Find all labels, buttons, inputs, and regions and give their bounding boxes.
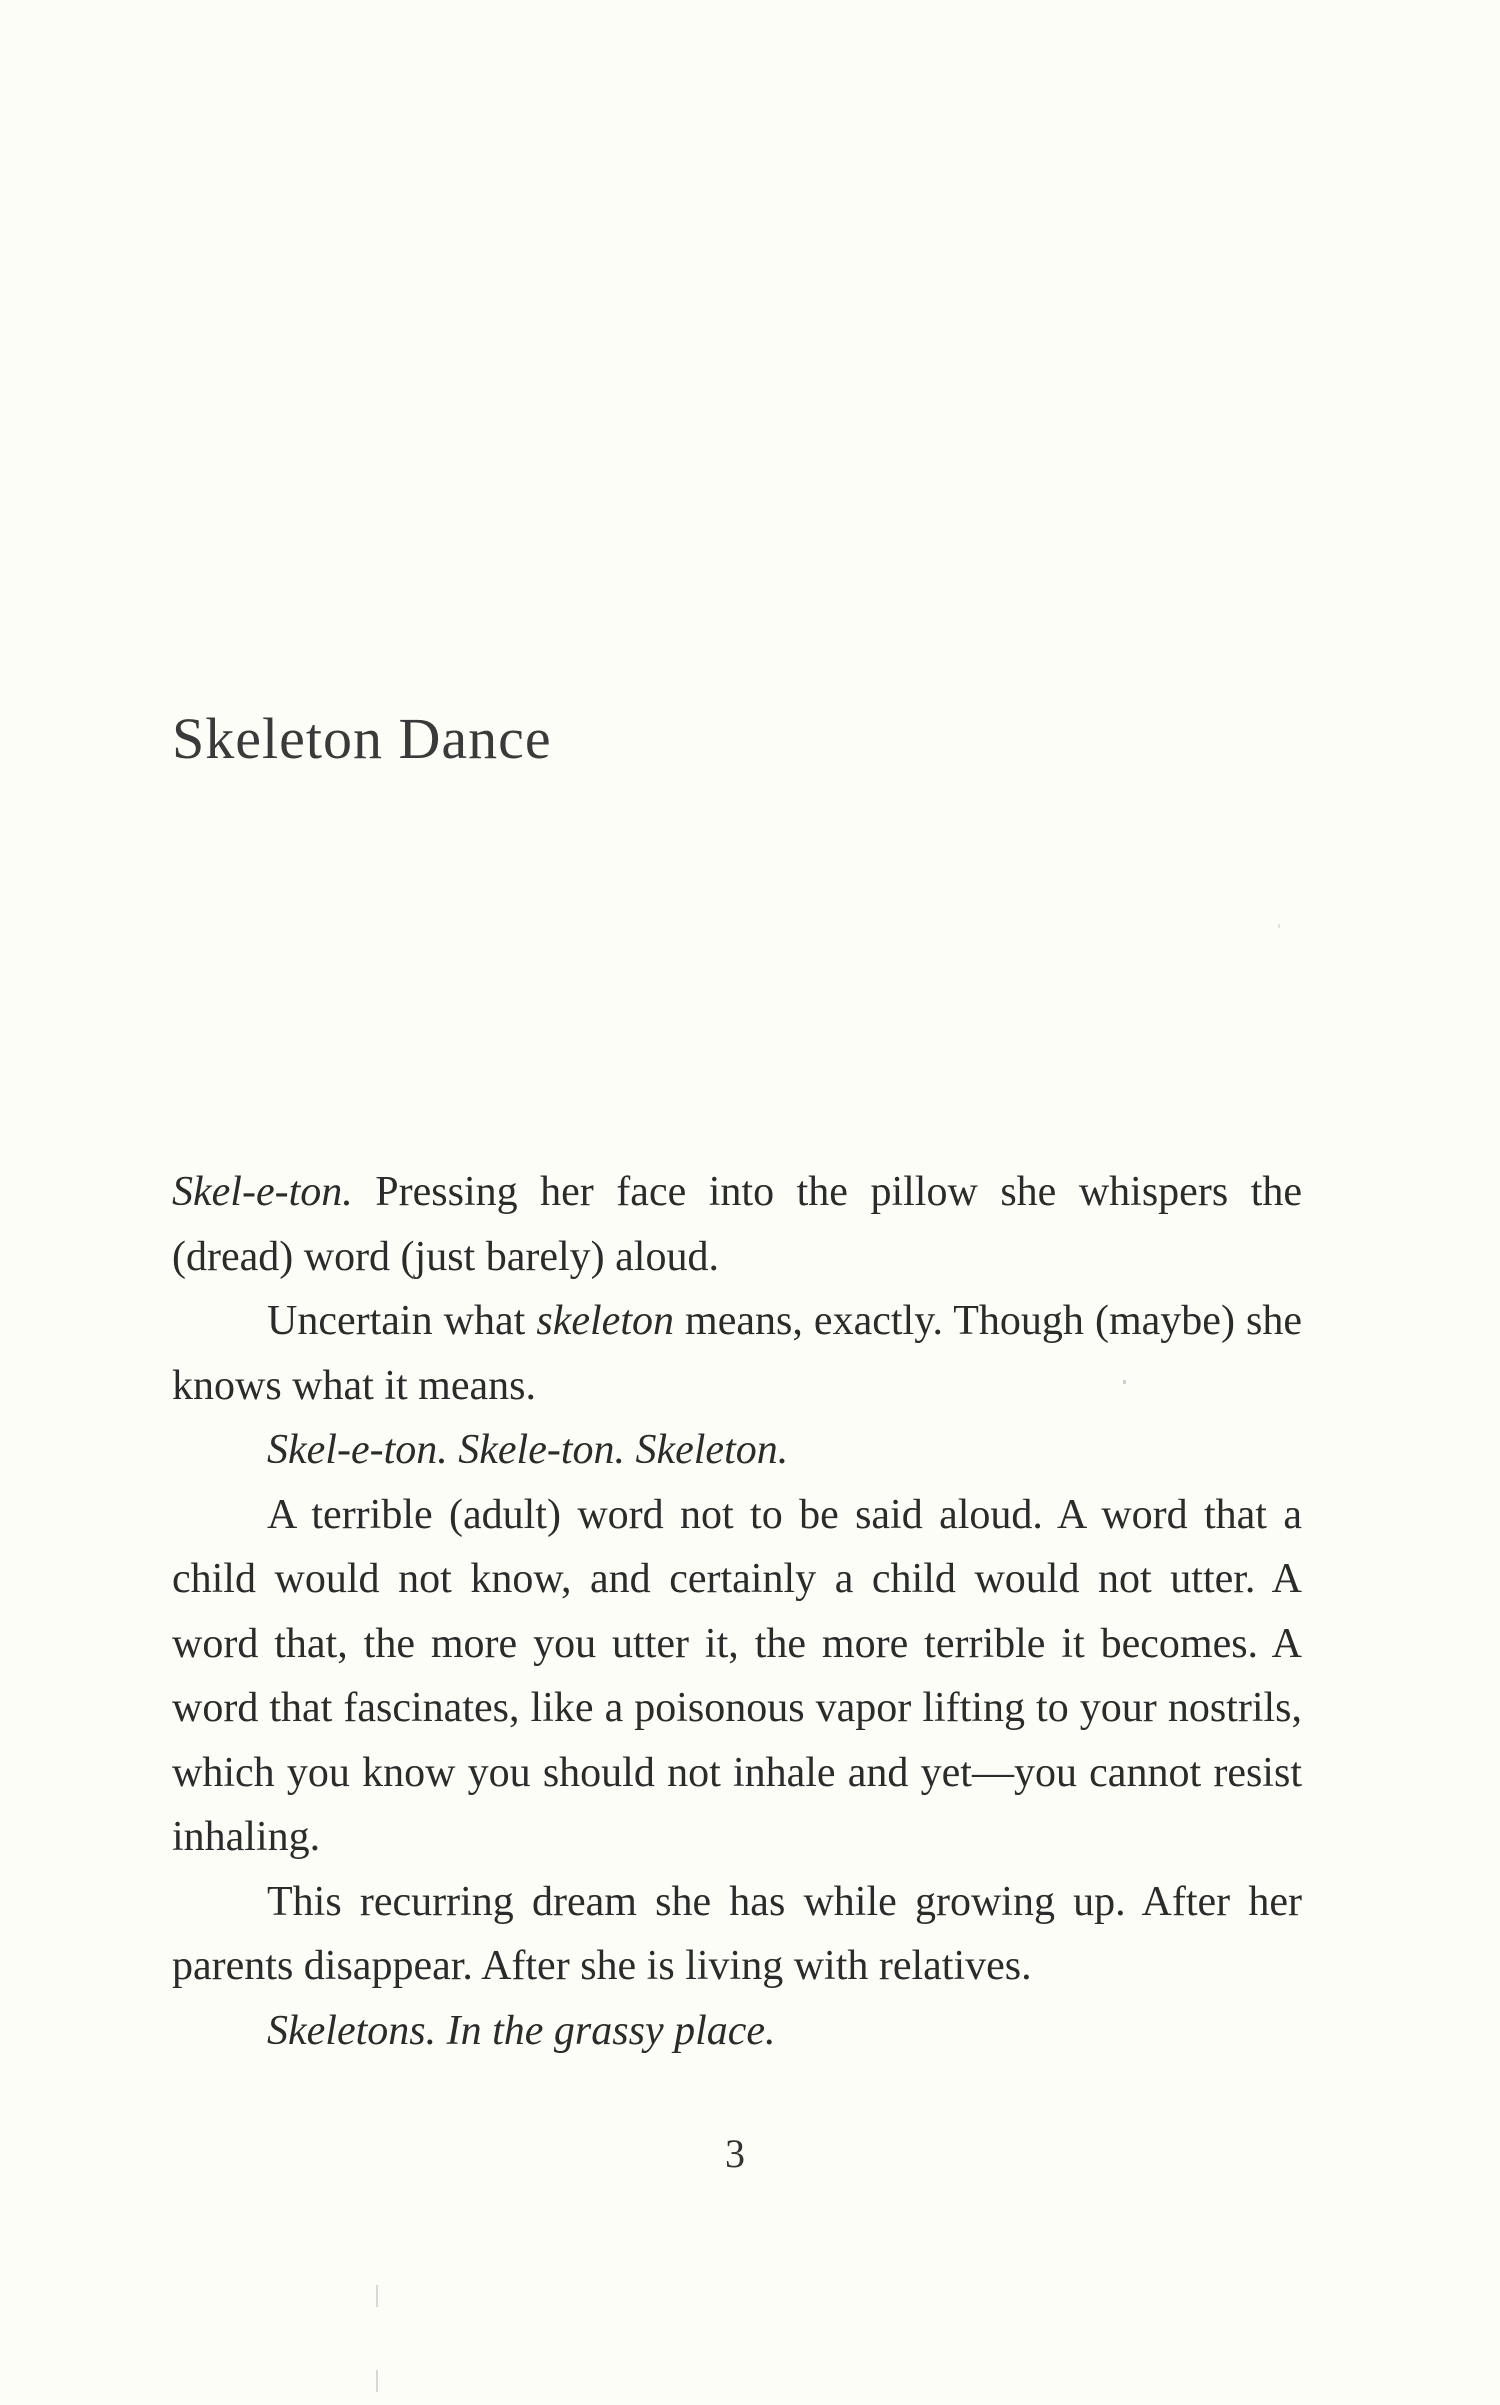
scan-mark bbox=[376, 2285, 378, 2307]
scan-mark bbox=[376, 2370, 378, 2392]
paragraph-2 bbox=[172, 1289, 1302, 1418]
body-text bbox=[172, 1160, 1302, 2063]
paragraph-6 bbox=[172, 1999, 1302, 2064]
scan-speck bbox=[1123, 1380, 1126, 1384]
scan-speck bbox=[1278, 924, 1280, 928]
paragraph-5: This recurring dream she has while growing up. After her parents disappear. After she is living with relatives. bbox=[172, 1878, 1302, 1989]
paragraph-6-italic: Skeletons. In the grassy place. bbox=[267, 2007, 776, 2054]
chapter-title: Skeleton Dance bbox=[172, 706, 552, 771]
paragraph-2-text-after: means, exactly. Though (maybe) she knows what it means. bbox=[172, 1298, 1302, 1409]
paragraph-4: A terrible (adult) word not to be said aloud. A word that a child would not know, and certainly a child would not utter. A word that, the more you utter it, the more terrible it becomes. A word that fascinates, like a poisonous vapor lifting to your nostrils, which you know you should not inhale and yet—you cannot resist inhaling. bbox=[172, 1491, 1302, 1860]
paragraph-1-text: Pressing her face into the pillow she whispers the (dread) word (just barely) aloud. bbox=[172, 1169, 1302, 1280]
paragraph-1 bbox=[172, 1160, 1302, 1289]
paragraph-2-text-before: Uncertain what bbox=[267, 1298, 537, 1344]
paragraph-3 bbox=[172, 1418, 1302, 1483]
paragraph-3-italic: Skel-e-ton. Skele-ton. Skeleton. bbox=[267, 1427, 789, 1473]
italic-lead: Skel-e-ton. bbox=[172, 1169, 353, 1215]
page-number: 3 bbox=[725, 2131, 745, 2176]
italic-word: skeleton bbox=[536, 1298, 674, 1344]
